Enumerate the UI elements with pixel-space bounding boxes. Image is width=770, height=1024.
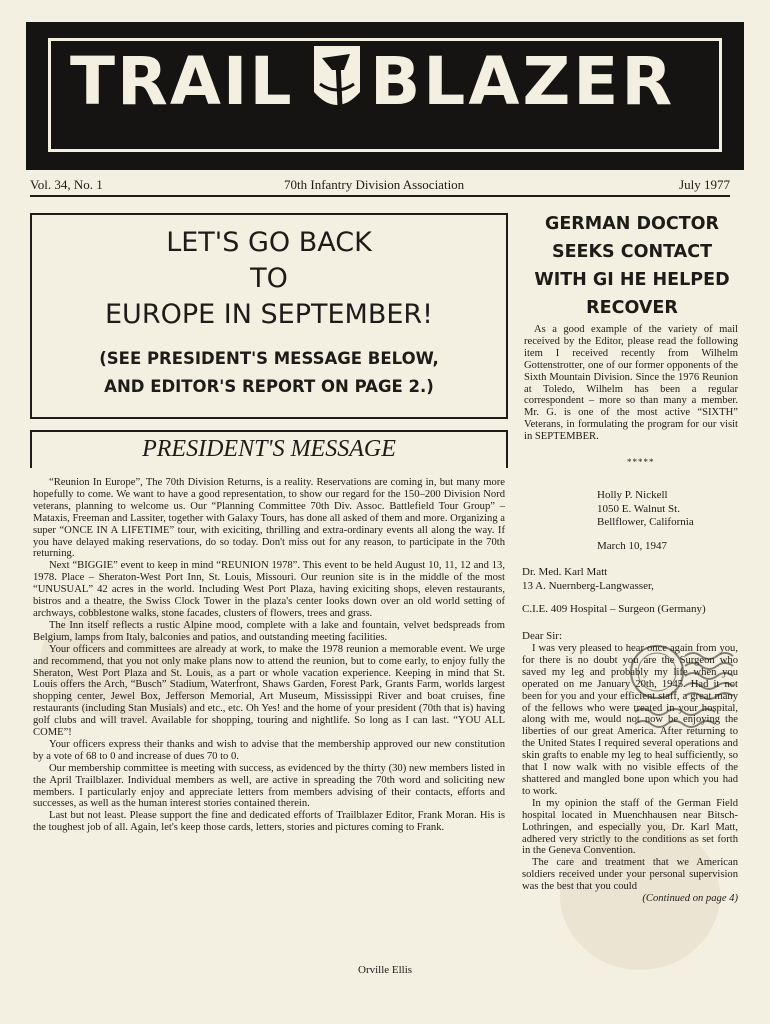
president-message-body [33,477,505,834]
editor-intro [524,324,738,443]
masthead-title-left: TRAIL [70,43,294,120]
section-separator: ***** [627,457,655,467]
dateline [30,177,730,195]
headline-line: WITH GI HE HELPED [534,270,730,290]
masthead [26,22,744,170]
president-paragraph: Your officers express their thanks and wish to advise that the membership approved our new constitution by a vote of 68 to 0 and increase of dues 70 to 0. [33,738,505,762]
recipient-address [597,489,694,530]
letter-date: March 10, 1947 [597,540,667,552]
axe-emblem-icon [310,40,364,120]
address-line: Holly P. Nickell [597,489,668,501]
letter-salutation: Dear Sir: [522,630,563,642]
letter-paragraph: The care and treatment that we American soldiers received under your personal supervision was the best that you could [522,857,738,893]
headline-line: GERMAN DOCTOR [544,214,720,234]
announcement-headline-line: TO [250,263,288,294]
sender-line: Dr. Med. Karl Matt [522,566,608,578]
headline-line: SEEKS CONTACT [551,242,713,262]
president-paragraph: “Reunion In Europe”, The 70th Division Returns, is a reality. Reservations are coming in, but many more hopefully to come. We want to have a good representation, to show our regard for the 150–200 Division Nord veterans, planning to welcome us. Our “Planning Committee 70th Div. Assoc. Battlefield Tour Group” – Mataxis, Freeman and Lassiter, together with Galaxy Tours, has done all asked of them and more. Organizing a super “ONCE IN A LIFETIME” tour, with exiciting, thrilling and extra-ordinary events all along the way. If you have delayed making reservations, do so today. Don't miss out for any reason, to participate in the 70th returning. [33,477,505,560]
president-paragraph: The Inn itself reflects a rustic Alpine mood, complete with a lake and fountain, velvet bedspreads from Belgium, lamps from Italy, balconies and patios, and outstanding meeting facilities. [33,619,505,643]
president-signature: Orville Ellis [358,964,413,976]
announcement-box [30,213,508,419]
masthead-title-right: BLAZER [370,43,676,120]
address-line: 1050 E. Walnut St. [597,502,680,515]
address-line: Bellflower, California [597,516,694,528]
postmark-stamp-icon [615,632,745,742]
volume-number: Vol. 34, No. 1 [30,177,103,192]
dateline-rule [30,195,730,197]
announcement-subline: (SEE PRESIDENT'S MESSAGE BELOW, [99,349,439,368]
association-name: 70th Infantry Division Association [284,177,465,192]
german-doctor-headline [520,210,744,322]
president-paragraph: Your officers and committees are already at work, to make the 1978 reunion a memorable event. We urge and recommend, that you not only make plans now to attend the reunion, but to come early, to enjoy fully the Sheraton, West Port Plaza and St. Louis, as a part or whole vacation experience. Keeping in mind that St. Louis offers the Arch, “Busch” Stadium, Waterfront, Shaws Garden, Forest Park, Grants Farm, worlds largest shopping center, Jewel Box, Jefferson Memorial, Art Museum, Mississippi River and boat cruises, fine restaurants (including Stan Musials) and etc., etc. Oh Yes! and the home of your president (70th that is) having golf clubs and will travel. Available for shopping, touring and nightlife. So long as I can last. “YOU ALL COME”! [33,643,505,739]
sender-address [522,566,654,593]
president-paragraph: Our membership committee is meeting with success, as evidenced by the thirty (30) new members listed in the April Trailblazer. Individual members as well, are active in spreading the 70th word and soliciting new members. I particularly enjoy and appreciate letters from members advising of their contacts, efforts and successes, as well as the human interest stories contained therein. [33,762,505,810]
president-paragraph: Last but not least. Please support the fine and dedicated efforts of Trailblazer Editor, Frank Moran. His is the toughest job of all. Again, let's keep those cards, letters, stories and pictures coming to Frank. [33,810,505,834]
president-paragraph: Next “BIGGIE” event to keep in mind “REUNION 1978”. This event to be held August 10, 11, 12 and 13, 1978. Place – Sheraton-West Port Inn, St. Louis, Missouri. Our reunion site is in the middle of the most “UNUSUAL” 42 acres in the world. Including West Port Plaza, having exiciting shops, eleven restaurants, bistros and a theatre, the Swiss Clock Tower in the plaza's center looks down over an old world setting of archways, cobblestone walks, stone facades, clusters of flowers, trees and grass. [33,560,505,619]
issue-date: July 1977 [679,177,730,192]
sender-line: 13 A. Nuernberg-Langwasser, [522,579,654,592]
letter-paragraph: In my opinion the staff of the German Field hospital located in Muenchhausen near Bitsch-Lothringen, and especially you, Dr. Karl Matt, adhered very strictly to the conditions as set forth in the Geneva Convention. [522,797,738,857]
announcement-headline-line: LET'S GO BACK [166,227,372,258]
announcement-headline-line: EUROPE IN SEPTEMBER! [105,299,433,330]
letter-paragraph: I was very pleased to hear once again from you, for there is no doubt you are the Surgeon who saved my leg and probably my life when you operated on me January 20th, 1945. Had it not been for you and your efficient staff, a great many of the fellows who were treated in your hospital, along with me, would not now be enjoying the liberties of our great America. After returning to the United States I required several operations and skin grafts to enable my leg to heal sufficiently, so that I now walk with no visible effects of the shattered and mangled bone upon which you had to work. [522,643,738,797]
editor-intro-text: As a good example of the variety of mail received by the Editor, please read the following item I received recently from Wilhelm Gottenstrotter, one of our former opponents of the Sixth Mountain Division. Since the 1976 Reunion at Toledo, Wilhelm has been a regular correspondent – more so than many a member. Mr. G. is one of the most active “SIXTH” Veterans, in formulating the program for our visit in SEPTEMBER. [524,324,738,443]
continued-note: (Continued on page 4) [642,893,738,905]
announcement-subline: AND EDITOR'S REPORT ON PAGE 2.) [104,377,434,396]
sender-hospital: C.I.E. 409 Hospital – Surgeon (Germany) [522,603,706,615]
president-message-title: PRESIDENT'S MESSAGE [142,436,396,462]
headline-line: RECOVER [586,298,678,318]
